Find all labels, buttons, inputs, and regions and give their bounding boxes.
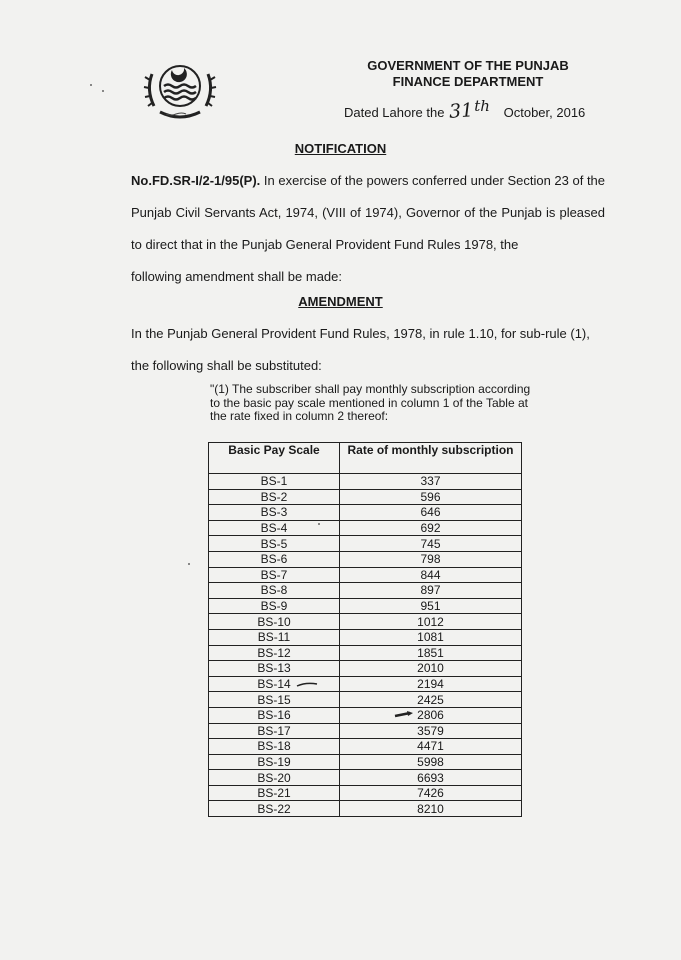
- table-row: [209, 598, 522, 614]
- pay-scale-cell: BS-19: [209, 754, 340, 770]
- rate-cell: 596: [340, 489, 522, 505]
- pay-scale-cell: BS-6: [209, 551, 340, 567]
- pen-arrow-icon: [394, 710, 414, 718]
- pay-scale-cell: BS-17: [209, 723, 340, 739]
- handwritten-day-suffix: th: [474, 97, 490, 115]
- rate-cell: 844: [340, 567, 522, 583]
- punjab-government-emblem-icon: [142, 56, 218, 126]
- rate-cell: 2806: [340, 707, 522, 723]
- table-row: [209, 739, 522, 755]
- pay-scale-cell: BS-15: [209, 692, 340, 708]
- pay-scale-cell: BS-14: [209, 676, 340, 692]
- table-row: [209, 785, 522, 801]
- table-row: [209, 692, 522, 708]
- pay-scale-cell: BS-9: [209, 598, 340, 614]
- pay-scale-cell: BS-10: [209, 614, 340, 630]
- table-row: [209, 645, 522, 661]
- pay-scale-cell: BS-22: [209, 801, 340, 817]
- scan-speck: [102, 90, 104, 92]
- pay-scale-cell: BS-13: [209, 661, 340, 677]
- rate-cell: 2010: [340, 661, 522, 677]
- pay-scale-cell: BS-18: [209, 739, 340, 755]
- table-row: [209, 474, 522, 490]
- pay-scale-cell: BS-8: [209, 583, 340, 599]
- rate-cell: 951: [340, 598, 522, 614]
- rate-cell: 897: [340, 583, 522, 599]
- rate-cell: 2425: [340, 692, 522, 708]
- table-row: [209, 754, 522, 770]
- substituted-rule-text: "(1) The subscriber shall pay monthly subscription according to the basic pay scale mentioned in column 1 of the Table at the rate fixed in column 2 thereof:: [210, 382, 531, 423]
- notification-title: NOTIFICATION: [294, 141, 387, 156]
- rate-cell: 745: [340, 536, 522, 552]
- amendment-line-1: In the Punjab General Provident Fund Rules, 1978, in rule 1.10, for sub-rule (1),: [131, 326, 590, 341]
- pay-scale-cell: BS-4: [209, 520, 340, 536]
- amendment-title: AMENDMENT: [298, 294, 383, 309]
- table-row: [209, 614, 522, 630]
- rate-cell: 1851: [340, 645, 522, 661]
- rate-cell: 7426: [340, 785, 522, 801]
- department-title: FINANCE DEPARTMENT: [392, 74, 544, 89]
- pay-scale-cell: BS-21: [209, 785, 340, 801]
- document-header: [330, 58, 606, 90]
- scan-speck: [318, 523, 320, 525]
- handwritten-day: 31: [448, 99, 475, 123]
- pay-scale-cell: BS-3: [209, 505, 340, 521]
- scan-speck: [90, 84, 92, 86]
- table-row: [209, 629, 522, 645]
- table-header-row: [209, 443, 522, 474]
- rate-cell: 646: [340, 505, 522, 521]
- subscription-rate-table: [208, 442, 522, 817]
- table-row: [209, 583, 522, 599]
- rate-cell: 798: [340, 551, 522, 567]
- pay-scale-cell: BS-11: [209, 629, 340, 645]
- notification-body: In exercise of the powers conferred under Section 23 of the Punjab Civil Servants Act, 1974, (VIII of 1974), Governor of the Punjab is pleased to direct that in the Punjab General Provident Fund Rules 1978, the: [131, 173, 606, 252]
- notification-number: No.FD.SR-I/2-1/95(P).: [131, 173, 261, 188]
- table-row: [209, 489, 522, 505]
- date-line: [344, 97, 586, 123]
- table-row: [209, 707, 522, 723]
- month-year: October, 2016: [503, 105, 586, 120]
- pen-mark-icon: [296, 681, 318, 689]
- table-row: [209, 676, 522, 692]
- rate-cell: 8210: [340, 801, 522, 817]
- pay-scale-cell: BS-5: [209, 536, 340, 552]
- rate-cell: 692: [340, 520, 522, 536]
- table-row: [209, 536, 522, 552]
- table-row: [209, 801, 522, 817]
- rate-cell: 1012: [340, 614, 522, 630]
- rate-cell: 337: [340, 474, 522, 490]
- table-body: [209, 474, 522, 817]
- pay-scale-cell: BS-20: [209, 770, 340, 786]
- table-row: [209, 551, 522, 567]
- rate-cell: 4471: [340, 739, 522, 755]
- rate-cell: 6693: [340, 770, 522, 786]
- scan-speck: [188, 563, 190, 565]
- notification-body-last: following amendment shall be made:: [131, 269, 343, 284]
- rate-cell: 1081: [340, 629, 522, 645]
- column-header-pay-scale: Basic Pay Scale: [209, 443, 340, 474]
- table-row: [209, 661, 522, 677]
- notification-paragraph: [131, 165, 605, 293]
- pay-scale-cell: BS-16: [209, 707, 340, 723]
- table-row: [209, 770, 522, 786]
- dated-prefix: Dated Lahore the: [344, 105, 445, 120]
- amendment-line-2: the following shall be substituted:: [131, 358, 322, 373]
- pay-scale-cell: BS-1: [209, 474, 340, 490]
- amendment-paragraph: [131, 318, 605, 382]
- pay-scale-cell: BS-7: [209, 567, 340, 583]
- pay-scale-cell: BS-12: [209, 645, 340, 661]
- column-header-rate: Rate of monthly subscription: [340, 443, 522, 474]
- pay-scale-cell: BS-2: [209, 489, 340, 505]
- rate-cell: 3579: [340, 723, 522, 739]
- government-title: GOVERNMENT OF THE PUNJAB: [367, 58, 569, 73]
- rate-cell: 2194: [340, 676, 522, 692]
- table-row: [209, 520, 522, 536]
- table-row: [209, 505, 522, 521]
- table-row: [209, 567, 522, 583]
- rate-cell: 5998: [340, 754, 522, 770]
- table-row: [209, 723, 522, 739]
